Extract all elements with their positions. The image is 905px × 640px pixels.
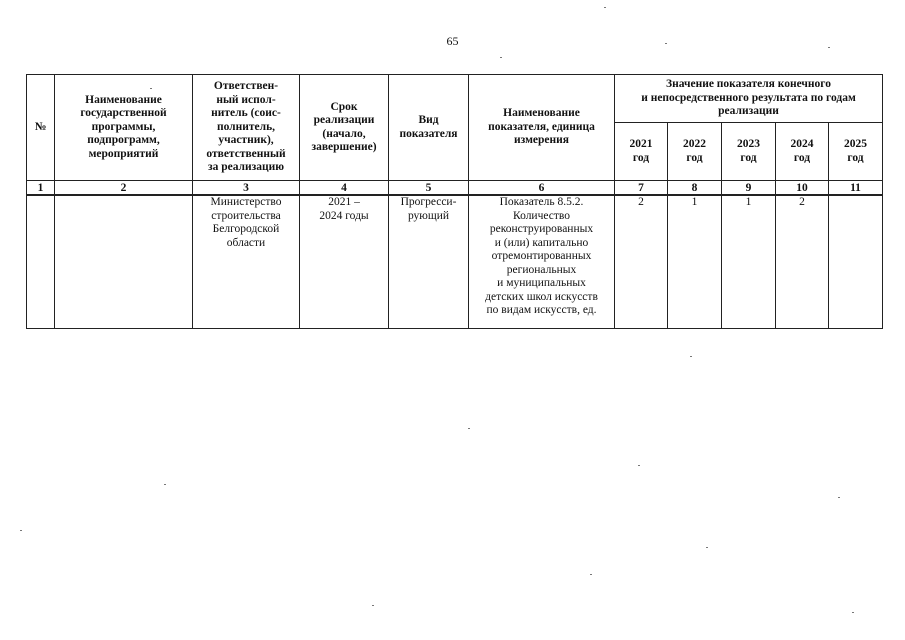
scan-speck: [852, 612, 854, 613]
scan-speck: [604, 7, 606, 8]
column-number: 2: [55, 181, 193, 196]
cell-no: [27, 195, 55, 329]
header-year-2024: 2024 год: [776, 123, 829, 181]
scan-speck: [468, 428, 470, 429]
scan-speck: [638, 465, 640, 466]
scan-speck: [838, 497, 840, 498]
column-number: 10: [776, 181, 829, 196]
page-number: 65: [446, 34, 459, 48]
header-year-2021: 2021 год: [615, 123, 668, 181]
cell-indicator-name: Показатель 8.5.2. Количество реконструированных и (или) капитально отремонтированных региональных и муниципальных детских школ искусств по видам искусств, ед.: [469, 195, 615, 329]
column-number: 5: [389, 181, 469, 196]
cell-value-2022: 1: [668, 195, 722, 329]
header-program: Наименование государственной программы, подпрограмм, мероприятий: [55, 75, 193, 181]
header-indicator-type: Вид показателя: [389, 75, 469, 181]
header-year-2025: 2025 год: [829, 123, 883, 181]
scan-speck: [150, 88, 152, 89]
scan-speck: [665, 43, 667, 44]
column-number: 11: [829, 181, 883, 196]
cell-value-2021: 2: [615, 195, 668, 329]
scan-speck: [372, 605, 374, 606]
column-number: 6: [469, 181, 615, 196]
cell-indicator-type: Прогресси- рующий: [389, 195, 469, 329]
indicator-table: [26, 74, 883, 329]
cell-value-2025: [829, 195, 883, 329]
header-indicator-name: Наименование показателя, единица измерения: [469, 75, 615, 181]
scan-speck: [500, 57, 502, 58]
cell-value-2024: 2: [776, 195, 829, 329]
column-number: 7: [615, 181, 668, 196]
cell-value-2023: 1: [722, 195, 776, 329]
table-row: [27, 195, 883, 329]
cell-period: 2021 – 2024 годы: [300, 195, 389, 329]
cell-executor: Министерство строительства Белгородской области: [193, 195, 300, 329]
column-number: 1: [27, 181, 55, 196]
column-number-row: [27, 181, 883, 196]
header-values-group: Значение показателя конечного и непосредственного результата по годам реализации: [615, 75, 883, 123]
column-number: 9: [722, 181, 776, 196]
header-no: №: [27, 75, 55, 181]
column-number: 3: [193, 181, 300, 196]
column-number: 4: [300, 181, 389, 196]
header-period: Срок реализации (начало, завершение): [300, 75, 389, 181]
header-row-top: [27, 75, 883, 123]
header-year-2023: 2023 год: [722, 123, 776, 181]
scan-speck: [590, 574, 592, 575]
header-year-2022: 2022 год: [668, 123, 722, 181]
column-number: 8: [668, 181, 722, 196]
cell-program: [55, 195, 193, 329]
scan-speck: [164, 484, 166, 485]
header-executor: Ответствен- ный испол- нитель (соис- полнитель, участник), ответственный за реализацию: [193, 75, 300, 181]
scan-speck: [706, 547, 708, 548]
scan-speck: [20, 530, 22, 531]
scan-speck: [828, 47, 830, 48]
scan-speck: [690, 356, 692, 357]
